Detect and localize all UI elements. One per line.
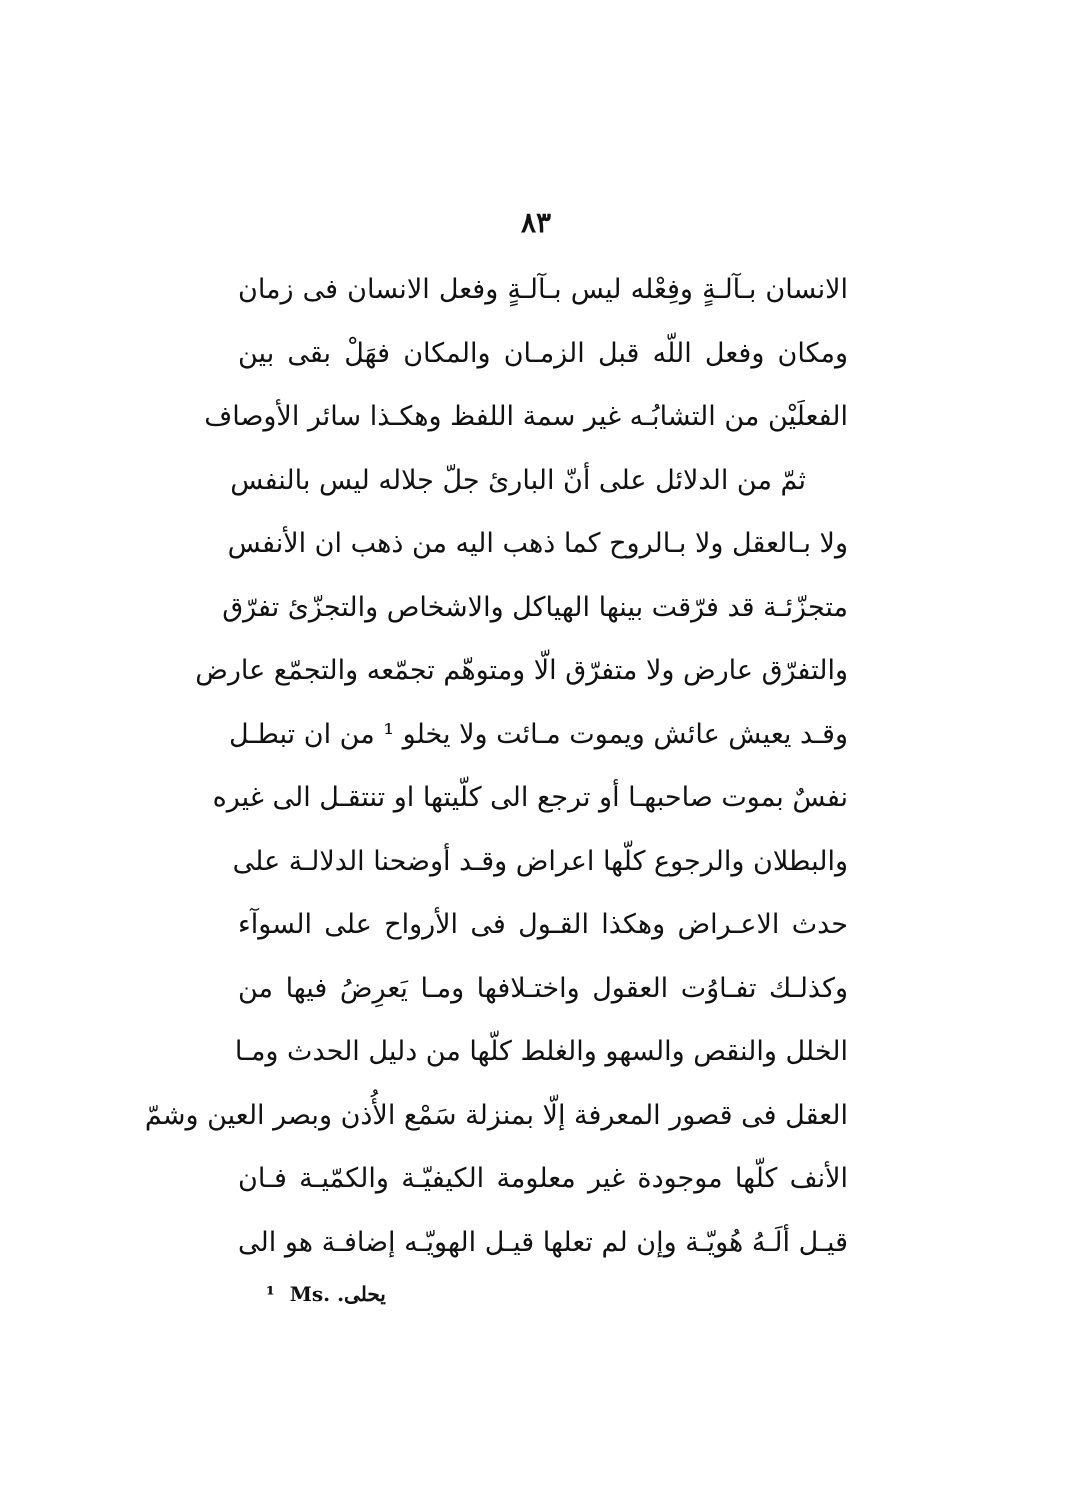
- text-line: وكذلـك تفـاوُت العقول واختـلافها ومـا يَعرِضُ فيها من: [238, 972, 848, 1004]
- footnote-source: Ms.: [289, 1282, 331, 1306]
- text-line-paragraph-start: ثمّ من الدلائل على أنّ البارئ جلّ جلاله ليس بالنفس: [230, 464, 806, 496]
- text-line: العقل فى قصور المعرفة إلّا بمنزلة سَمْع الأُذن وبصر العين وشمّ: [144, 1099, 848, 1131]
- text-line: الأنف كلّها موجودة غير معلومة الكيفيّـة والكمّيـة فـان: [238, 1163, 848, 1194]
- footnote-marker: ¹: [266, 1282, 275, 1306]
- text-line: متجزّئـة قد فرّقت بينها الهياكل والاشخاص والتجزّئ تفرّق: [222, 591, 848, 623]
- text-line: ومكان وفعل اللّه قبل الزمـان والمكان فهَلْ بقى بين: [238, 337, 848, 369]
- text-line: ولا بـالعقل ولا بـالروح كما ذهب اليه من ذهب ان الأنفس: [227, 528, 848, 559]
- page-number: ٨٣: [520, 206, 552, 239]
- text-line: والتفرّق عارض ولا متفرّق الّا ومتوهّم تجمّعه والتجمّع عارض: [195, 655, 848, 686]
- text-line: نفسٌ بموت صاحبهـا أو ترجع الى كلّيتها او تنتقـل الى غيره: [212, 782, 848, 813]
- footnote-reading: يحلى.: [337, 1282, 386, 1306]
- text-line: الفعلَيْن من التشابُـه غير سمة اللفظ وهكـذا سائر الأوصاف: [204, 401, 848, 432]
- text-line: الخلل والنقص والسهو والغلط كلّها من دليل الحدث ومـا: [234, 1036, 848, 1067]
- text-line: قيـل ألَـهُ هُويّـة وإن لم تعلها قيـل الهويّـه إضافـة هو الى: [238, 1226, 848, 1258]
- body-text: [144, 258, 848, 1274]
- text-line: الانسان بـآلـةٍ وفِعْله ليس بـآلـةٍ وفعل الانسان فى زمان: [238, 274, 848, 305]
- footnote: [238, 1282, 666, 1306]
- text-line: وقـد يعيش عائش ويموت مـائت ولا يخلو ¹ من ان تبطـل: [228, 718, 848, 750]
- text-line: حدث الاعـراض وهكذا القـول فى الأرواح على السوآء: [238, 909, 848, 940]
- text-line: والبطلان والرجوع كلّها اعراض وقـد أوضحنا الدلالـة على: [232, 845, 848, 877]
